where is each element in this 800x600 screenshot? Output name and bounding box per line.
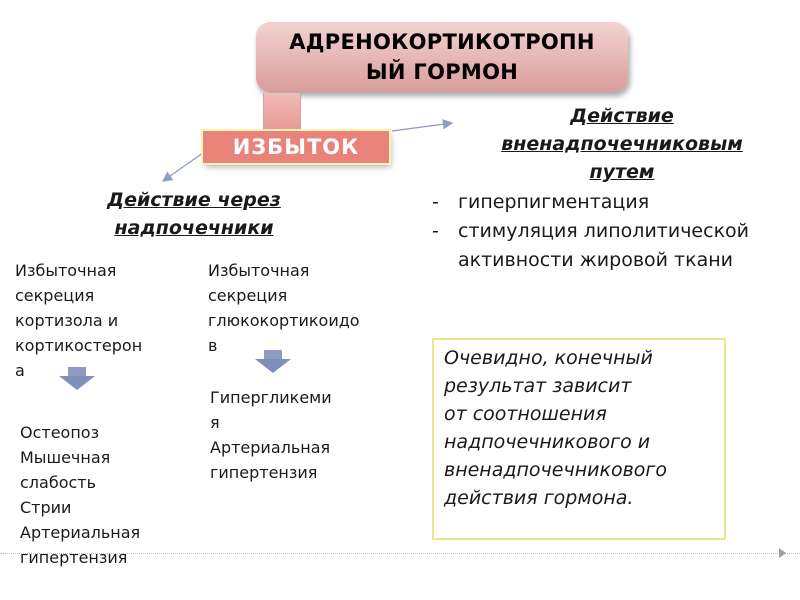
text-line: секреция <box>208 286 288 305</box>
text-line: кортизола и <box>15 311 119 330</box>
list-item <box>428 188 800 217</box>
text-line: Гипергликеми <box>210 388 332 407</box>
text-line: Артериальная <box>210 438 331 457</box>
right-heading <box>462 102 782 186</box>
left-heading-line-1: Действие через <box>107 189 281 211</box>
right-heading-line-3: путем <box>589 161 655 183</box>
title-line-2: ЫЙ ГОРМОН <box>365 60 519 84</box>
extra-adrenal-effects-list <box>428 188 800 275</box>
glucocorticoid-effects-text <box>210 385 380 485</box>
text-line: слабость <box>20 473 97 492</box>
text-line: а <box>15 361 25 380</box>
list-dash: - <box>432 191 439 213</box>
text-line: глюкокортикоидо <box>208 311 360 330</box>
cortisol-effects-text <box>20 420 190 570</box>
text-line: Остеопоз <box>20 423 100 442</box>
left-heading <box>70 186 318 242</box>
arrow-to-right-heading <box>392 123 452 131</box>
text-line: Мышечная <box>20 448 111 467</box>
glucocorticoid-secretion-text <box>208 258 393 358</box>
hormone-title-box <box>256 22 628 92</box>
list-item-text: стимуляция липолитической <box>458 220 750 242</box>
text-line: я <box>210 413 220 432</box>
list-item-text: гиперпигментация <box>458 191 650 213</box>
text-line: в <box>208 336 218 355</box>
text-line: Избыточная <box>208 261 310 280</box>
list-item <box>428 217 800 275</box>
text-line: гипертензия <box>210 463 318 482</box>
text-line: кортикостерон <box>15 336 143 355</box>
text-line: действия гормона. <box>444 487 634 509</box>
title-connector-stem <box>263 93 301 133</box>
text-line: надпочечникового и <box>444 431 651 453</box>
text-line: вненадпочечникового <box>444 459 667 481</box>
text-line: Стрии <box>20 498 72 517</box>
text-line: Избыточная <box>15 261 117 280</box>
left-heading-line-2: надпочечники <box>114 217 274 239</box>
text-line: Очевидно, конечный <box>444 347 653 369</box>
text-line: гипертензия <box>20 548 128 567</box>
conclusion-note-box <box>432 338 726 540</box>
text-line: результат зависит <box>444 375 632 397</box>
excess-label: ИЗБЫТОК <box>203 131 389 163</box>
cortisol-secretion-text <box>15 258 185 383</box>
right-heading-line-2: вненадпочечниковым <box>501 133 743 155</box>
list-item-text-continued: активности жировой ткани <box>458 249 733 271</box>
text-line: Артериальная <box>20 523 141 542</box>
slide-marker-icon <box>779 548 786 558</box>
down-arrow-icon <box>253 350 293 374</box>
footer-divider <box>0 553 800 554</box>
title-line-1: АДРЕНОКОРТИКОТРОПН <box>289 30 595 54</box>
text-line: от соотношения <box>444 403 607 425</box>
text-line: секреция <box>15 286 95 305</box>
list-dash: - <box>432 220 439 242</box>
right-heading-line-1: Действие <box>570 105 674 127</box>
down-arrow-icon <box>57 367 97 391</box>
